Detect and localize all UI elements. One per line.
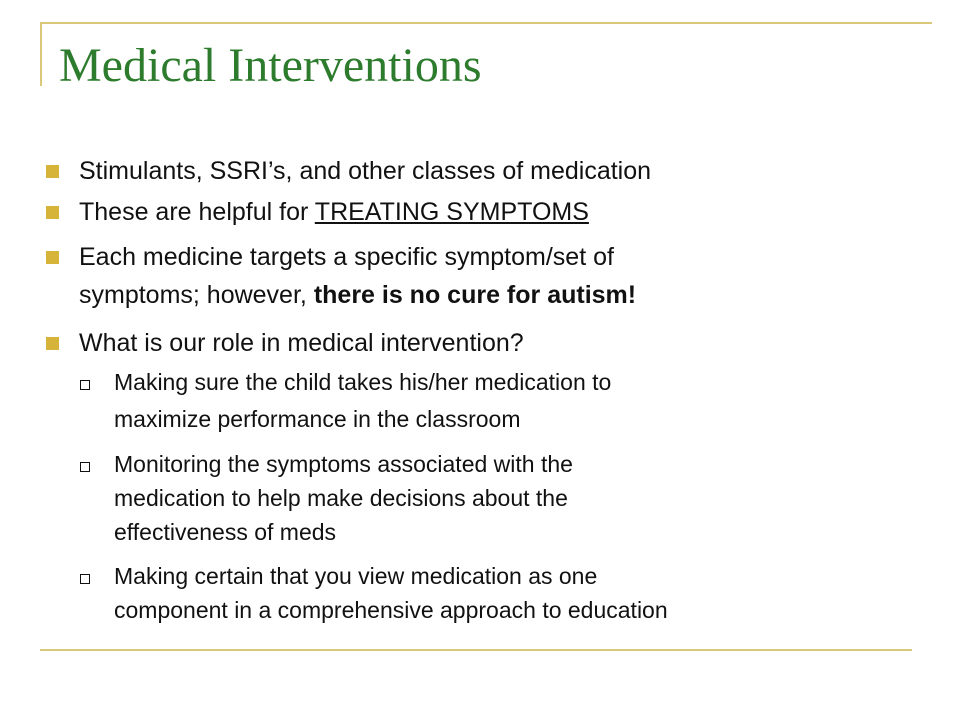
square-bullet-icon <box>46 337 59 350</box>
bullet-prefix-text: These are helpful for <box>79 198 315 226</box>
hollow-square-bullet-icon <box>80 462 90 472</box>
sub-bullet-text-line: maximize performance in the classroom <box>114 406 521 432</box>
bold-emphasis: there is no cure for autism! <box>313 281 637 309</box>
sub-bullet-text-line: Making sure the child takes his/her medication to <box>114 369 612 395</box>
hollow-square-bullet-icon <box>80 380 90 390</box>
bullet-text-line: Each medicine targets a specific symptom/set of <box>79 243 614 271</box>
square-bullet-icon <box>46 251 59 264</box>
sub-bullet-text-line: medication to help make decisions about the <box>114 485 568 511</box>
underlined-emphasis: TREATING SYMPTOMS <box>314 198 589 226</box>
bullet-text-line <box>79 278 879 312</box>
bullet-text: What is our role in medical intervention? <box>79 329 524 357</box>
sub-bullet-text-line: component in a comprehensive approach to education <box>114 597 668 623</box>
bullet-prefix-text: symptoms; however, <box>79 281 314 309</box>
hollow-square-bullet-icon <box>80 574 90 584</box>
sub-bullet-text-line: effectiveness of meds <box>114 519 337 545</box>
bullet-text: Stimulants, SSRI’s, and other classes of medication <box>79 157 652 185</box>
slide-title: Medical Interventions <box>59 39 482 92</box>
sub-bullet-text-line: Monitoring the symptoms associated with the <box>114 451 573 477</box>
bullet-text <box>79 195 879 229</box>
sub-bullet-text-line: Making certain that you view medication as one <box>114 563 598 589</box>
bottom-rule <box>40 649 912 651</box>
square-bullet-icon <box>46 206 59 219</box>
square-bullet-icon <box>46 165 59 178</box>
